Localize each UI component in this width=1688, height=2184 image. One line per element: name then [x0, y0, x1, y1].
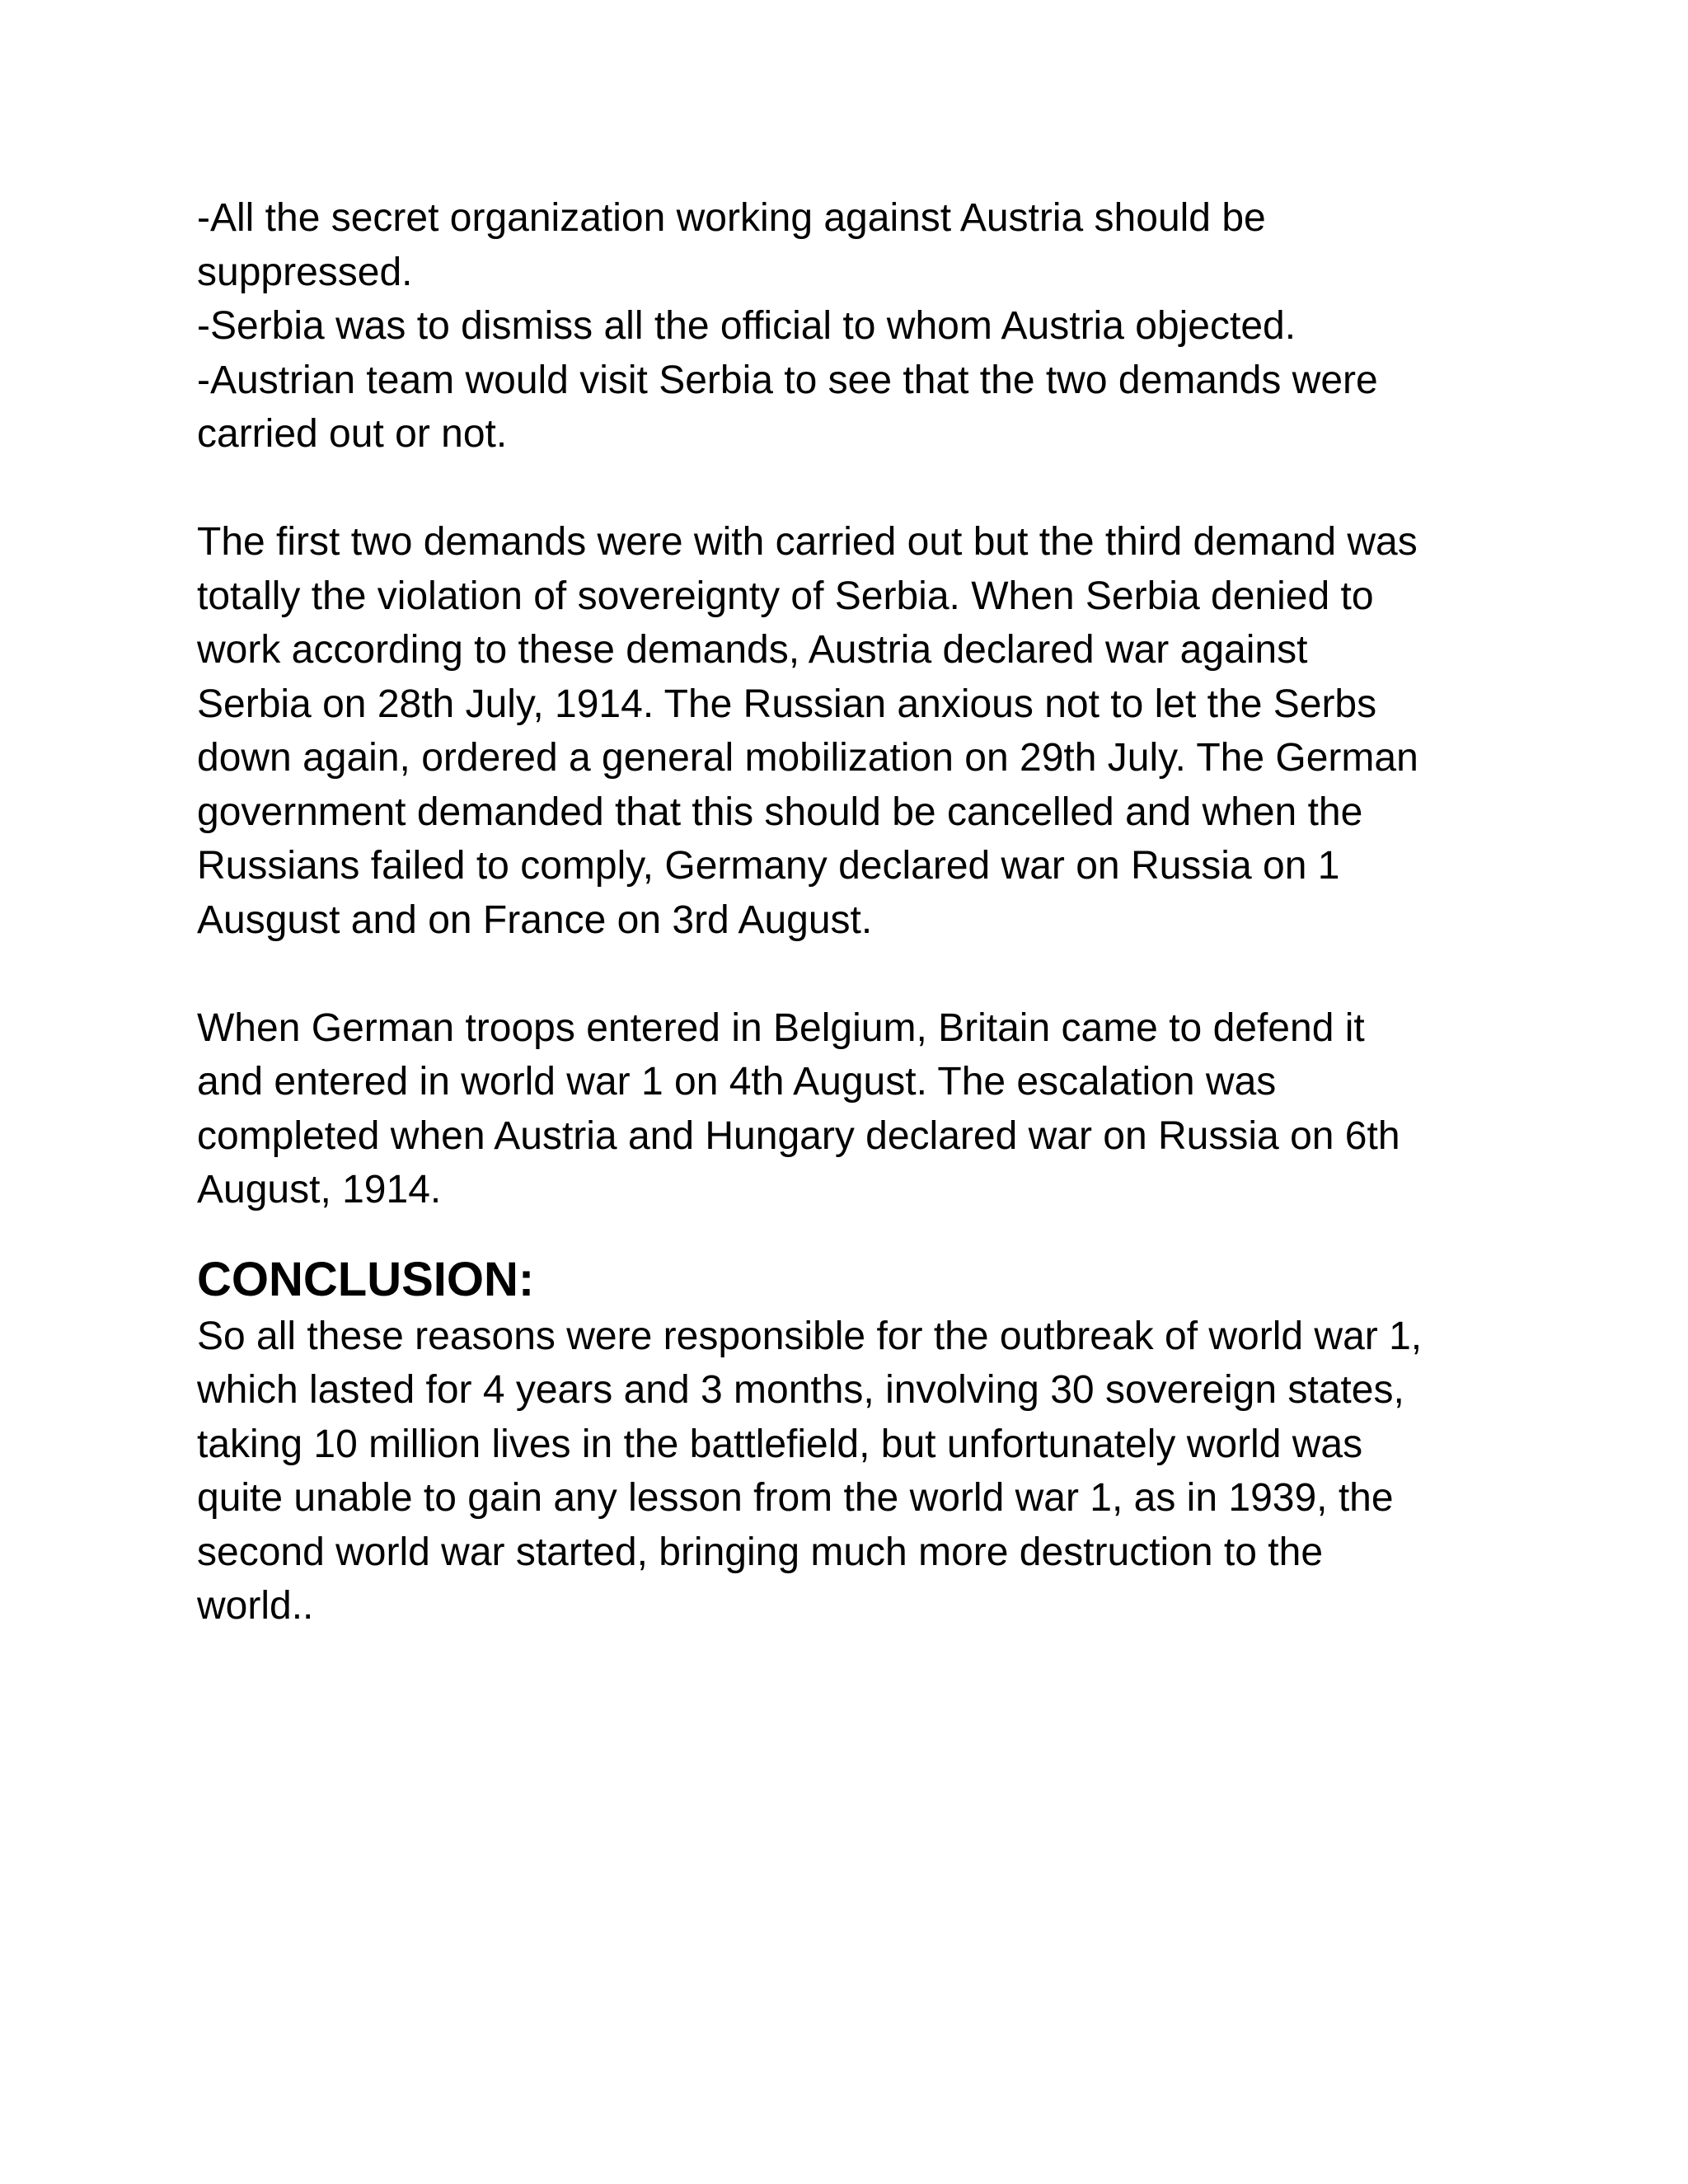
text-line: Russians failed to comply, Germany declared war on Russia on 1: [197, 844, 1340, 888]
conclusion-heading: CONCLUSION:: [197, 1252, 535, 1306]
text-line: When German troops entered in Belgium, Britain came to defend it: [197, 1005, 1365, 1050]
text-line: world..: [197, 1584, 314, 1628]
text-line: and entered in world war 1 on 4th August. The escalation was: [197, 1060, 1277, 1104]
text-line: taking 10 million lives in the battlefield, but unfortunately world was: [197, 1422, 1363, 1466]
text-line: -Austrian team would visit Serbia to see that the two demands were: [197, 358, 1378, 402]
text-line: quite unable to gain any lesson from the world war 1, as in 1939, the: [197, 1476, 1394, 1520]
text-line: down again, ordered a general mobilization on 29th July. The German: [197, 736, 1418, 780]
text-line: Serbia on 28th July, 1914. The Russian anxious not to let the Serbs: [197, 682, 1377, 726]
text-line: Ausgust and on France on 3rd August.: [197, 898, 873, 942]
paragraph-spacer: [197, 947, 1532, 1001]
text-line: which lasted for 4 years and 3 months, involving 30 sovereign states,: [197, 1368, 1404, 1412]
text-line: suppressed.: [197, 250, 413, 294]
conclusion-paragraph: [197, 1310, 1532, 1633]
text-line: -Serbia was to dismiss all the official to whom Austria objected.: [197, 304, 1296, 348]
text-line: -All the secret organization working against Austria should be: [197, 196, 1266, 240]
text-line: So all these reasons were responsible for the outbreak of world war 1,: [197, 1314, 1423, 1358]
text-line: totally the violation of sovereignty of Serbia. When Serbia denied to: [197, 574, 1374, 618]
text-line: The first two demands were with carried out but the third demand was: [197, 520, 1418, 564]
text-line: government demanded that this should be cancelled and when the: [197, 790, 1363, 834]
paragraph-spacer: [197, 1217, 1532, 1242]
text-line: August, 1914.: [197, 1168, 442, 1212]
paragraph-war-declarations: [197, 515, 1532, 947]
text-line: second world war started, bringing much more destruction to the: [197, 1530, 1324, 1574]
text-line: work according to these demands, Austria declared war against: [197, 628, 1308, 672]
paragraph-spacer: [197, 462, 1532, 516]
paragraph-britain-entry: [197, 1001, 1532, 1217]
text-line: completed when Austria and Hungary declared war on Russia on 6th: [197, 1113, 1400, 1158]
document-body: [197, 191, 1532, 1633]
text-line: carried out or not.: [197, 412, 508, 456]
demands-list: [197, 191, 1532, 462]
